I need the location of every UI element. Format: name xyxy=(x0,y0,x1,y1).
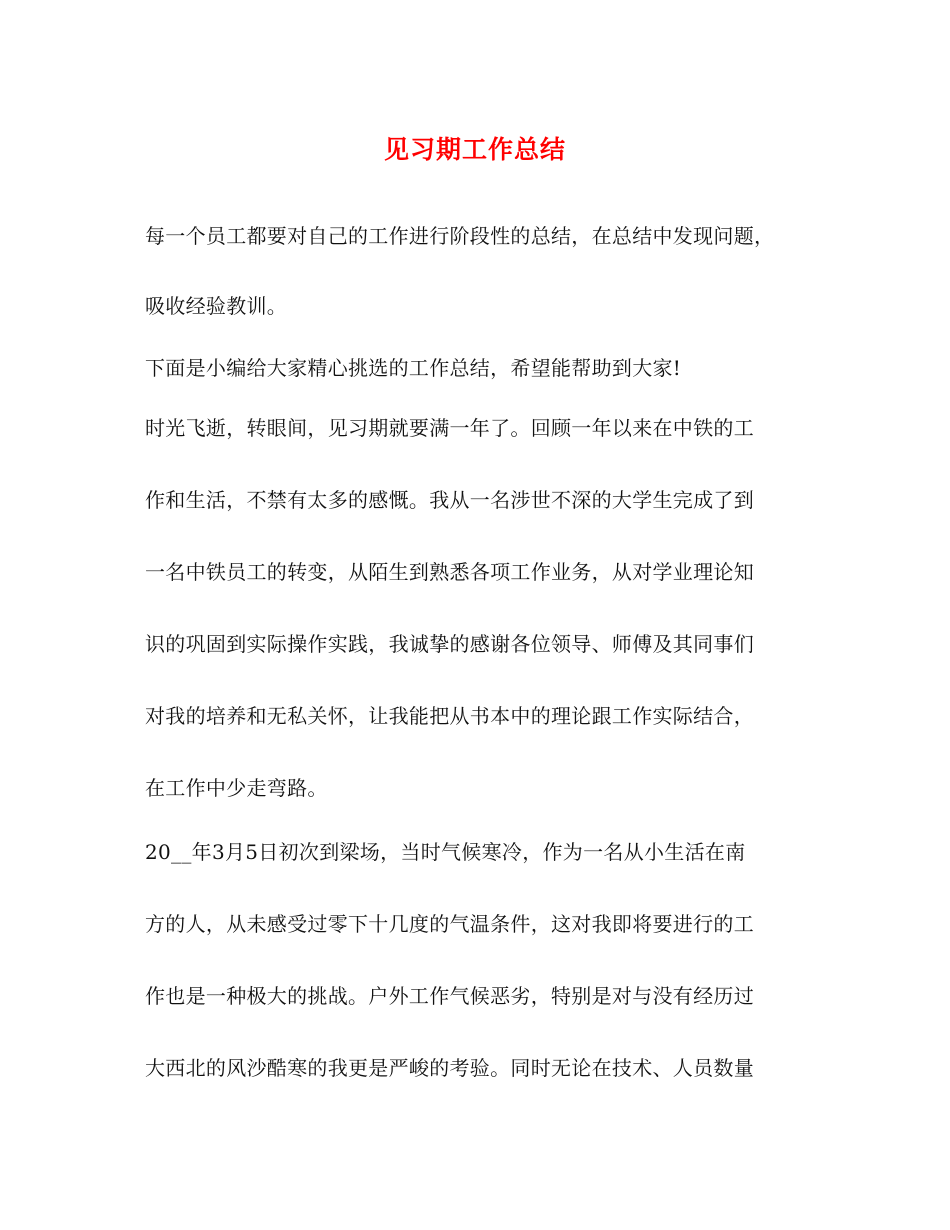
document-title: 见习期工作总结 xyxy=(383,135,566,164)
body-line: 对我的培养和无私关怀，让我能把从书本中的理论跟工作实际结合， xyxy=(145,704,754,728)
body-line: 方的人，从未感受过零下十几度的气温条件，这对我即将要进行的工 xyxy=(145,912,754,936)
body-line: 吸收经验教训。 xyxy=(145,294,288,318)
body-line: 一名中铁员工的转变，从陌生到熟悉各项工作业务，从对学业理论知 xyxy=(145,560,754,584)
body-line: 大西北的风沙酷寒的我更是严峻的考验。同时无论在技术、人员数量 xyxy=(145,1056,754,1080)
body-line: 识的巩固到实际操作实践，我诚挚的感谢各位领导、师傅及其同事们 xyxy=(145,632,754,656)
body-line: 在工作中少走弯路。 xyxy=(145,776,328,800)
body-line: 作也是一种极大的挑战。户外工作气候恶劣，特别是对与没有经历过 xyxy=(145,984,754,1008)
body-line: 每一个员工都要对自己的工作进行阶段性的总结，在总结中发现问题， xyxy=(145,224,775,248)
body-line: 时光飞逝，转眼间，见习期就要满一年了。回顾一年以来在中铁的工 xyxy=(145,416,754,440)
body-line: 作和生活，不禁有太多的感慨。我从一名涉世不深的大学生完成了到 xyxy=(145,488,754,512)
body-line: 20__年3月5日初次到梁场，当时气候寒冷，作为一名从小生活在南 xyxy=(145,840,746,864)
body-line: 下面是小编给大家精心挑选的工作总结，希望能帮助到大家! xyxy=(145,356,682,380)
